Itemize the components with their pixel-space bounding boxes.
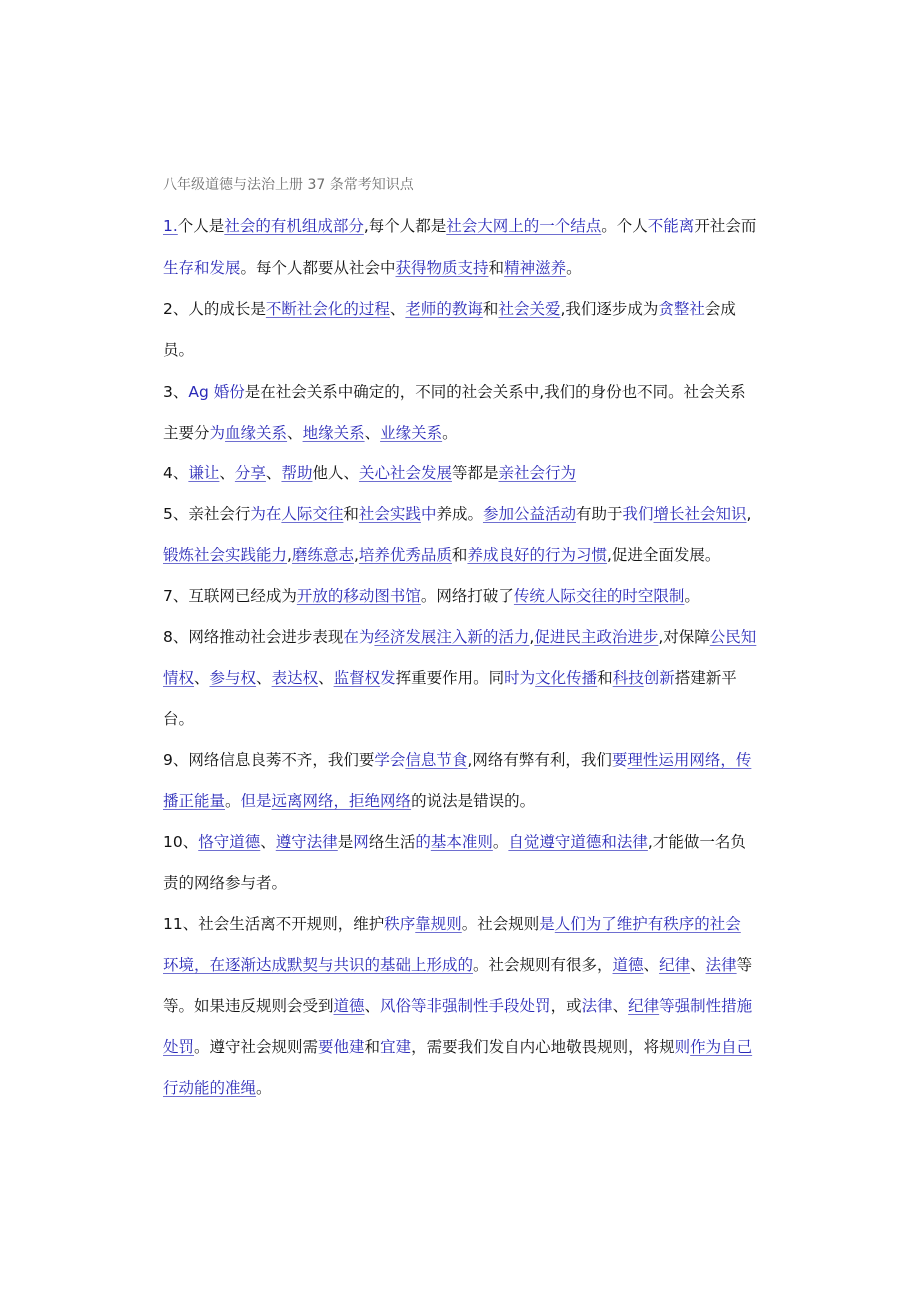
underlined-term: 文化传播 (535, 669, 598, 687)
text-segment: 。 (566, 259, 582, 277)
underlined-term: 靠规则 (415, 915, 462, 933)
text-segment: ，或 (550, 997, 582, 1015)
underlined-term: 情权 (163, 669, 195, 687)
document-title: 八年级道德与法治上册 37 条常考知识点 (163, 177, 414, 193)
text-line (163, 297, 736, 321)
underlined-term: 信息节食 (405, 751, 468, 769)
text-segment: 是 (337, 833, 354, 851)
text-segment: 。 (492, 833, 509, 851)
underlined-term: 磨练意志 (291, 546, 354, 564)
text-segment: 是在社会关系中确定的，不同的社会关系中,我们的身份也不同。社会关系 (244, 383, 746, 401)
underlined-term: 获得物质支持 (395, 259, 489, 277)
text-segment: , (746, 505, 752, 523)
text-segment: 5、亲社会行 (163, 505, 251, 523)
highlighted-text: 贪整社 (658, 300, 705, 318)
text-line (163, 789, 535, 813)
text-segment: 养成。 (436, 505, 483, 523)
underlined-term: 道德 (612, 956, 644, 974)
underlined-term: 参加公益活动 (482, 505, 576, 523)
text-segment: 。 (225, 792, 241, 810)
underlined-term: 基本准则 (430, 833, 493, 851)
underlined-term: 增长社会知识 (653, 505, 747, 523)
text-segment: 、 (287, 424, 303, 442)
underlined-term: 社会的有机组成部分 (224, 217, 364, 235)
underlined-term: 行动能的准绳 (163, 1079, 257, 1097)
underlined-term: 地缘关系 (302, 424, 365, 442)
highlighted-text: 为在 (250, 505, 282, 523)
underlined-term: 监督权 (333, 669, 381, 687)
highlighted-text: 是 (539, 915, 555, 933)
text-segment: 。个人 (601, 217, 648, 235)
underlined-term: 环境，在逐渐达成默契与共识的基础上形成的 (163, 956, 474, 974)
highlighted-text: 中 (420, 505, 437, 523)
text-segment: 、 (318, 669, 334, 687)
text-segment: 员。 (163, 341, 195, 359)
highlighted-text: Ag 婚份 (188, 383, 245, 401)
text-segment: 8、网络推动社会进步表现 (163, 628, 344, 646)
text-segment: 3、 (163, 383, 189, 401)
underlined-term: 老师的教诲 (405, 300, 483, 318)
text-line (163, 256, 582, 280)
text-segment: 和 (597, 669, 613, 687)
underlined-term: 分享 (234, 464, 266, 482)
underlined-term: 公民知 (709, 628, 757, 646)
text-segment: 的说法是错误的。 (411, 792, 536, 810)
highlighted-text: 发 (380, 669, 396, 687)
underlined-term: 养成良好的行为习惯 (467, 546, 607, 564)
underlined-term: 社会关爱 (498, 300, 561, 318)
text-segment: 4、 (163, 464, 189, 482)
underlined-term: 帮助 (281, 464, 313, 482)
text-segment: 10、 (163, 833, 199, 851)
underlined-term: 法律 (705, 956, 737, 974)
text-segment: 。 (684, 587, 700, 605)
text-segment: 挥重要作用。同 (395, 669, 505, 687)
text-line (163, 338, 194, 362)
text-segment: , (353, 546, 359, 564)
text-segment: 等。如果违反规则会受到 (163, 997, 334, 1015)
highlighted-text: 创新 (643, 669, 675, 687)
highlighted-text: 生存和发展 (163, 259, 241, 277)
highlighted-text: 秩序 (384, 915, 416, 933)
text-segment: 和 (343, 505, 359, 523)
text-line (163, 625, 756, 649)
text-segment: 、 (389, 300, 406, 318)
text-segment: 。网络打破了 (420, 587, 514, 605)
underlined-term: 1. (163, 217, 178, 235)
text-segment: 。 (442, 424, 458, 442)
text-segment: 和 (488, 259, 505, 277)
highlighted-text: 法律 (581, 997, 613, 1015)
text-segment: 和 (482, 300, 499, 318)
underlined-term: 自觉遵守道德和法律 (508, 833, 648, 851)
underlined-term: 培养优秀品质 (358, 546, 452, 564)
text-segment: 。社会规则有很多， (473, 956, 613, 974)
text-segment: 2、人的成长是 (163, 300, 266, 318)
text-segment: 等都是 (451, 464, 499, 482)
text-segment: 、 (219, 464, 235, 482)
text-segment: 责的网络参与者。 (163, 874, 288, 892)
highlighted-text: 网 (353, 833, 369, 851)
text-line (163, 994, 752, 1018)
text-segment: 、 (194, 669, 210, 687)
text-line (163, 912, 741, 936)
underlined-term: 锻炼社会实践能力 (163, 546, 288, 564)
underlined-term: 远离网络，拒绝网络 (271, 792, 412, 810)
underlined-term: 参与权 (209, 669, 257, 687)
underlined-term: 人际交往 (281, 505, 344, 523)
text-segment: ，需要我们发自内心地敬畏规则，将规 (411, 1038, 675, 1056)
text-segment: 个人是 (177, 217, 225, 235)
text-line (163, 1076, 272, 1100)
text-segment: 、 (690, 956, 706, 974)
highlighted-text: 的 (415, 833, 431, 851)
text-segment: 、 (364, 997, 381, 1015)
underlined-term: 亲社会行为 (498, 464, 577, 482)
text-line (163, 1035, 752, 1059)
text-line (163, 830, 746, 854)
text-segment: ,网络有弊有利，我们 (467, 751, 612, 769)
underlined-term: 表达权 (271, 669, 319, 687)
highlighted-text: 为 (209, 424, 226, 442)
text-segment: 、 (260, 833, 276, 851)
underlined-term: 恪守道德 (198, 833, 261, 851)
highlighted-text: 等强制性措施 (659, 997, 753, 1015)
text-segment: 搭建新平 (674, 669, 737, 687)
underlined-term: 纪律 (628, 997, 660, 1015)
highlighted-text: 则 (674, 1038, 691, 1056)
underlined-term: 血缘关系 (225, 424, 288, 442)
underlined-term: 人们为了维护有秩序的社会 (554, 915, 741, 933)
text-segment: 7、互联网已经成为 (163, 587, 297, 605)
text-line (163, 666, 737, 690)
text-segment: 络生活 (368, 833, 416, 851)
text-line (163, 380, 746, 404)
text-segment: 、 (364, 424, 381, 442)
text-segment: 主要分 (163, 424, 210, 442)
underlined-term: 理性运用网络，传 (627, 751, 752, 769)
underlined-term: 纪律 (659, 956, 691, 974)
underlined-term: 关心社会发展 (358, 464, 452, 482)
text-segment: ,我们逐步成为 (560, 300, 659, 318)
text-segment: 9、网络信息良莠不齐，我们要 (163, 751, 375, 769)
text-segment: 11、社会生活离不开规则，维护 (163, 915, 385, 933)
underlined-term: 道德 (333, 997, 365, 1015)
highlighted-text: 时为 (504, 669, 536, 687)
underlined-term: 传统人际交往的时空限制 (513, 587, 685, 605)
underlined-term: 促进民主政治进步 (534, 628, 659, 646)
text-segment: ,促进全面发展。 (606, 546, 721, 564)
text-segment: 。遵守社会规则需 (194, 1038, 319, 1056)
highlighted-text: 要他建 (318, 1038, 365, 1056)
underlined-term: 遵守法律 (275, 833, 338, 851)
underlined-term: 处罚 (163, 1038, 195, 1056)
highlighted-text: 我们 (622, 505, 654, 523)
underlined-term: 社会实践 (358, 505, 421, 523)
text-line (163, 707, 194, 731)
text-segment: 等 (736, 956, 753, 974)
highlighted-text: 但是 (240, 792, 272, 810)
text-segment: 。社会规则 (461, 915, 540, 933)
highlighted-text: 学会 (374, 751, 406, 769)
text-segment: 。每个人都要从社会中 (240, 259, 396, 277)
underlined-term: 开放的移动图书馆 (296, 587, 421, 605)
underlined-term: 不断社会化的过程 (265, 300, 390, 318)
underlined-term: 业缘关系 (380, 424, 443, 442)
highlighted-text: 不能离 (647, 217, 695, 235)
text-segment: 、 (643, 956, 660, 974)
text-segment: 、 (256, 669, 272, 687)
text-line (163, 748, 751, 772)
text-line (163, 421, 458, 445)
text-segment: 、 (265, 464, 282, 482)
text-segment: 他人、 (312, 464, 359, 482)
highlighted-text: 在为 (343, 628, 375, 646)
text-segment: 台。 (163, 710, 195, 728)
text-segment: 会成 (704, 300, 736, 318)
highlighted-text: 要 (611, 751, 628, 769)
text-segment: , (287, 546, 292, 564)
highlighted-text: 风俗等非强制性手段处罚 (380, 997, 551, 1015)
underlined-term: 作为自己 (690, 1038, 753, 1056)
underlined-term: 谦让 (188, 464, 220, 482)
text-line (163, 502, 751, 526)
highlighted-text: 宜建 (380, 1038, 412, 1056)
text-line (163, 871, 287, 895)
text-segment: 有助于 (575, 505, 623, 523)
text-segment: 和 (451, 546, 468, 564)
text-segment: ,每个人都是 (363, 217, 447, 235)
text-line (163, 543, 720, 567)
underlined-term: 播正能量 (163, 792, 226, 810)
underlined-term: 社会大网上的一个结点 (446, 217, 602, 235)
underlined-term: 精神滋养 (504, 259, 567, 277)
text-segment: , (529, 628, 535, 646)
text-line (163, 461, 576, 485)
text-segment: 开社会而 (694, 217, 757, 235)
text-line (163, 584, 700, 608)
text-line (163, 214, 756, 238)
text-segment: ,才能做一名负 (647, 833, 746, 851)
underlined-term: 经济发展注入新的活力 (374, 628, 530, 646)
text-line (163, 953, 752, 977)
text-segment: 、 (612, 997, 629, 1015)
text-segment: ,对保障 (658, 628, 710, 646)
underlined-term: 科技 (612, 669, 644, 687)
text-segment: 和 (364, 1038, 381, 1056)
text-segment: 。 (256, 1079, 272, 1097)
